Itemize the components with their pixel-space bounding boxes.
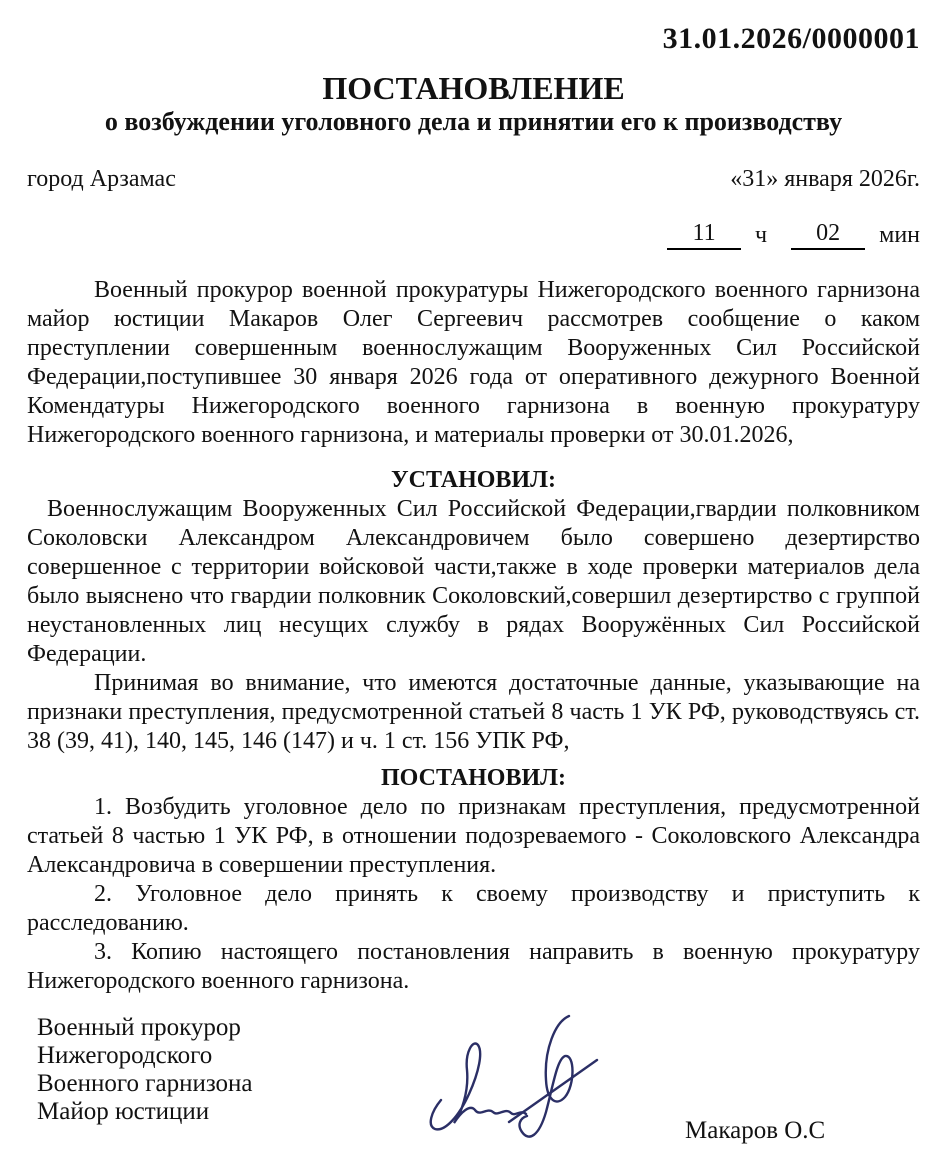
ustanovil-heading: УСТАНОВИЛ: — [391, 467, 556, 493]
postanovil-item-1: 1. Возбудить уголовное дело по признакам преступления, предусмотренной статьей 8 частью 1 УК РФ, в отношении подозреваемого - Соколовского Александра Александровича в совершении преступления. — [27, 794, 920, 878]
document-title: ПОСТАНОВЛЕНИЕ — [322, 70, 625, 106]
intro-paragraph: Военный прокурор военной прокуратуры Нижегородского военного гарнизона майор юстиции Макаров Олег Сергеевич рассмотрев сообщение о каком преступлении совершенным военнослужащим Вооруженных Сил Российской Федерации,поступившее 30 января 2026 года от оперативного дежурного Военной Комендатуры Нижегородского военного гарнизона в военную прокуратуру Нижегородского военного гарнизона, и материалы проверки от 30.01.2026, — [27, 277, 920, 448]
postanovil-heading: ПОСТАНОВИЛ: — [381, 765, 566, 791]
signer-title-line: Нижегородского — [37, 1042, 213, 1069]
minutes-unit-label: мин — [879, 222, 920, 248]
time-line — [27, 218, 920, 250]
signer-name: Макаров О.С — [685, 1117, 826, 1144]
signer-title-line: Майор юстиции — [37, 1098, 210, 1125]
date-label: «31» января 2026г. — [730, 166, 920, 192]
place-date-line — [27, 164, 920, 194]
minutes-field: 02 — [791, 218, 865, 250]
signer-title-line: Военного гарнизона — [37, 1070, 253, 1097]
signature-area — [27, 1014, 920, 1164]
hours-field: 11 — [667, 218, 741, 250]
ustanovil-paragraph-1: Военнослужащим Вооруженных Сил Российской Федерации,гвардии полковником Соколовски Александром Александровичем было совершено дезертирство совершенное с территории войсковой части,также в ходе проверки материалов дела было выяснено что гвардии полковник Соколовский,совершил дезертирство с группой неустановленных лиц несущих службу в рядах Вооружённых Сил Российской Федерации. — [27, 496, 920, 667]
handwritten-signature-image — [417, 1008, 612, 1148]
city-label: город Арзамас — [27, 166, 176, 192]
postanovil-item-2: 2. Уголовное дело принять к своему производству и приступить к расследованию. — [27, 881, 920, 936]
signer-title-line: Военный прокурор — [37, 1014, 241, 1041]
postanovil-item-3: 3. Копию настоящего постановления направить в военную прокуратуру Нижегородского военного гарнизона. — [27, 939, 920, 994]
hours-unit-label: ч — [755, 222, 768, 248]
ustanovil-paragraph-2: Принимая во внимание, что имеются достаточные данные, указывающие на признаки преступления, предусмотренной статьей 8 часть 1 УК РФ, руководствуясь ст. 38 (39, 41), 140, 145, 146 (147) и ч. 1 ст. 156 УПК РФ, — [27, 670, 920, 754]
document-number: 31.01.2026/0000001 — [662, 22, 920, 55]
document-subtitle: о возбуждении уголовного дела и принятии его к производству — [104, 107, 843, 136]
